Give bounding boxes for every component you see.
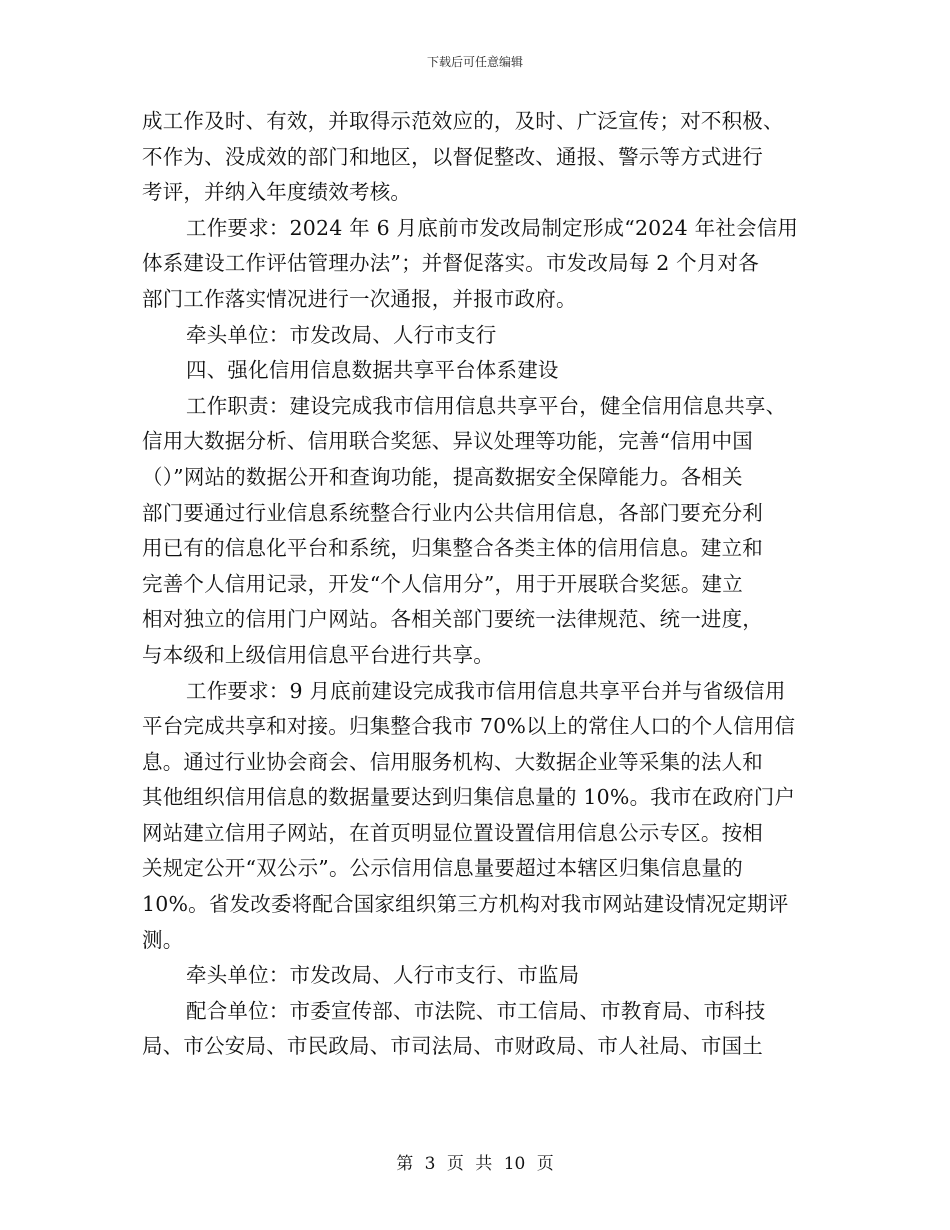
text-line: 工作要求：9 月底前建设完成我市信用信息共享平台并与省级信用 — [186, 678, 786, 703]
text-line: 局、市公安局、市民政局、市司法局、市财政局、市人社局、市国土 — [142, 1034, 763, 1059]
text-line: 考评，并纳入年度绩效考核。 — [142, 180, 412, 205]
text-line: 平台完成共享和对接。归集整合我市 70%以上的常住人口的个人信用信 — [142, 714, 796, 739]
text-line: 用已有的信息化平台和系统，归集整合各类主体的信用信息。建立和 — [142, 536, 763, 561]
text-line: 与本级和上级信用信息平台进行共享。 — [142, 642, 494, 667]
text-line: 部门要通过行业信息系统整合行业内公共信用信息，各部门要充分利 — [142, 500, 763, 525]
text-line: 完善个人信用记录，开发“个人信用分”，用于开展联合奖惩。建立 — [142, 571, 743, 596]
page-header: 下载后可任意编辑 — [426, 55, 523, 69]
text-line: 成工作及时、有效，并取得示范效应的，及时、广泛宣传；对不积极、 — [142, 109, 784, 133]
text-line: 四、强化信用信息数据共享平台体系建设 — [186, 358, 559, 383]
document-body — [142, 104, 812, 1065]
text-line: 信用大数据分析、信用联合奖惩、异议处理等功能，完善“信用中国 — [142, 429, 753, 454]
text-line: 工作职责：建设完成我市信用信息共享平台，健全信用信息共享、 — [186, 393, 787, 418]
text-line: 测。 — [142, 927, 184, 952]
text-line: 配合单位：市委宣传部、市法院、市工信局、市教育局、市科技 — [186, 998, 766, 1023]
text-line: 相对独立的信用门户网站。各相关部门要统一法律规范、统一进度， — [142, 607, 763, 632]
text-line: 体系建设工作评估管理办法”；并督促落实。市发改局每 2 个月对各 — [142, 251, 759, 276]
page-number-footer: 第 3 页 共 10 页 — [396, 1154, 554, 1174]
text-line: （）”网站的数据公开和查询功能，提高数据安全保障能力。各相关 — [142, 464, 743, 489]
text-line: 10%。省发改委将配合国家组织第三方机构对我市网站建设情况定期评 — [142, 892, 789, 917]
text-line: 牵头单位：市发改局、人行市支行、市监局 — [186, 963, 580, 988]
text-line: 不作为、没成效的部门和地区，以督促整改、通报、警示等方式进行 — [142, 144, 763, 169]
text-line: 关规定公开“双公示”。公示信用信息量要超过本辖区归集信息量的 — [142, 856, 743, 881]
text-line: 网站建立信用子网站，在首页明显位置设置信用信息公示专区。按相 — [142, 820, 763, 845]
text-line: 息。通过行业协会商会、信用服务机构、大数据企业等采集的法人和 — [142, 749, 763, 774]
text-line: 牵头单位：市发改局、人行市支行 — [186, 322, 497, 347]
text-line: 其他组织信用信息的数据量要达到归集信息量的 10%。我市在政府门户 — [142, 785, 796, 810]
text-line: 工作要求：2024 年 6 月底前市发改局制定形成“2024 年社会信用 — [186, 215, 799, 240]
text-line: 部门工作落实情况进行一次通报，并报市政府。 — [142, 286, 577, 311]
